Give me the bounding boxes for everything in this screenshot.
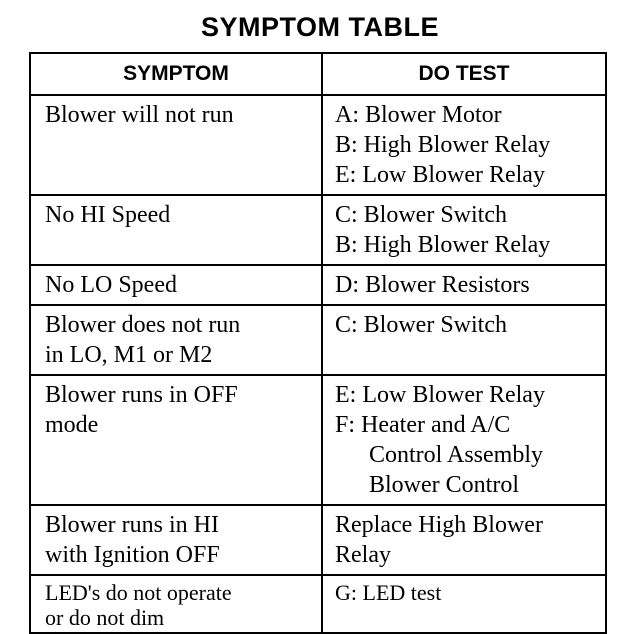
- symptom-cell: [30, 375, 322, 505]
- symptom-text: Blower will not run: [45, 102, 234, 128]
- table-row: [30, 305, 606, 375]
- test-text: D: Blower Resistors: [335, 272, 530, 298]
- symptom-text: No LO Speed: [45, 272, 177, 298]
- test-cell: [322, 505, 606, 575]
- test-text: A: Blower Motor: [335, 102, 502, 128]
- symptom-column-header: SYMPTOM: [30, 53, 322, 95]
- test-cell: [322, 195, 606, 265]
- symptom-cell: [30, 305, 322, 375]
- do-test-column-header: DO TEST: [322, 53, 606, 95]
- test-cell: [322, 305, 606, 375]
- test-text: Blower Control: [369, 472, 519, 498]
- symptom-text: or do not dim: [45, 605, 165, 630]
- test-text: Relay: [335, 542, 391, 568]
- symptom-text: No HI Speed: [45, 202, 171, 228]
- test-cell: [322, 575, 606, 633]
- test-text: B: High Blower Relay: [335, 232, 551, 258]
- symptom-text: LED's do not operate: [45, 580, 232, 605]
- symptom-text: with Ignition OFF: [45, 542, 220, 568]
- symptom-cell: [30, 505, 322, 575]
- symptom-text: in LO, M1 or M2: [45, 342, 213, 368]
- test-text: E: Low Blower Relay: [335, 382, 545, 408]
- symptom-table: [29, 52, 607, 634]
- symptom-cell: [30, 265, 322, 305]
- page-title: SYMPTOM TABLE: [200, 12, 439, 42]
- symptom-cell: [30, 195, 322, 265]
- table-row: [30, 195, 606, 265]
- symptom-text: Blower runs in HI: [45, 512, 219, 538]
- test-text: E: Low Blower Relay: [335, 162, 545, 188]
- test-text: C: Blower Switch: [335, 312, 507, 338]
- test-text: B: High Blower Relay: [335, 132, 551, 158]
- symptom-cell: [30, 95, 322, 195]
- table-header-row: [30, 53, 606, 95]
- table-row: [30, 505, 606, 575]
- test-cell: [322, 95, 606, 195]
- test-cell: [322, 265, 606, 305]
- test-text: Control Assembly: [369, 442, 544, 468]
- table-row: [30, 95, 606, 195]
- symptom-text: Blower does not run: [45, 312, 241, 338]
- table-row: [30, 575, 606, 633]
- test-cell: [322, 375, 606, 505]
- symptom-cell: [30, 575, 322, 633]
- test-text: G: LED test: [335, 580, 442, 605]
- test-text: C: Blower Switch: [335, 202, 507, 228]
- test-text: F: Heater and A/C: [335, 412, 511, 438]
- table-row: [30, 375, 606, 505]
- table-row: [30, 265, 606, 305]
- symptom-text: mode: [45, 412, 99, 438]
- test-text: Replace High Blower: [335, 512, 543, 538]
- symptom-text: Blower runs in OFF: [45, 382, 238, 408]
